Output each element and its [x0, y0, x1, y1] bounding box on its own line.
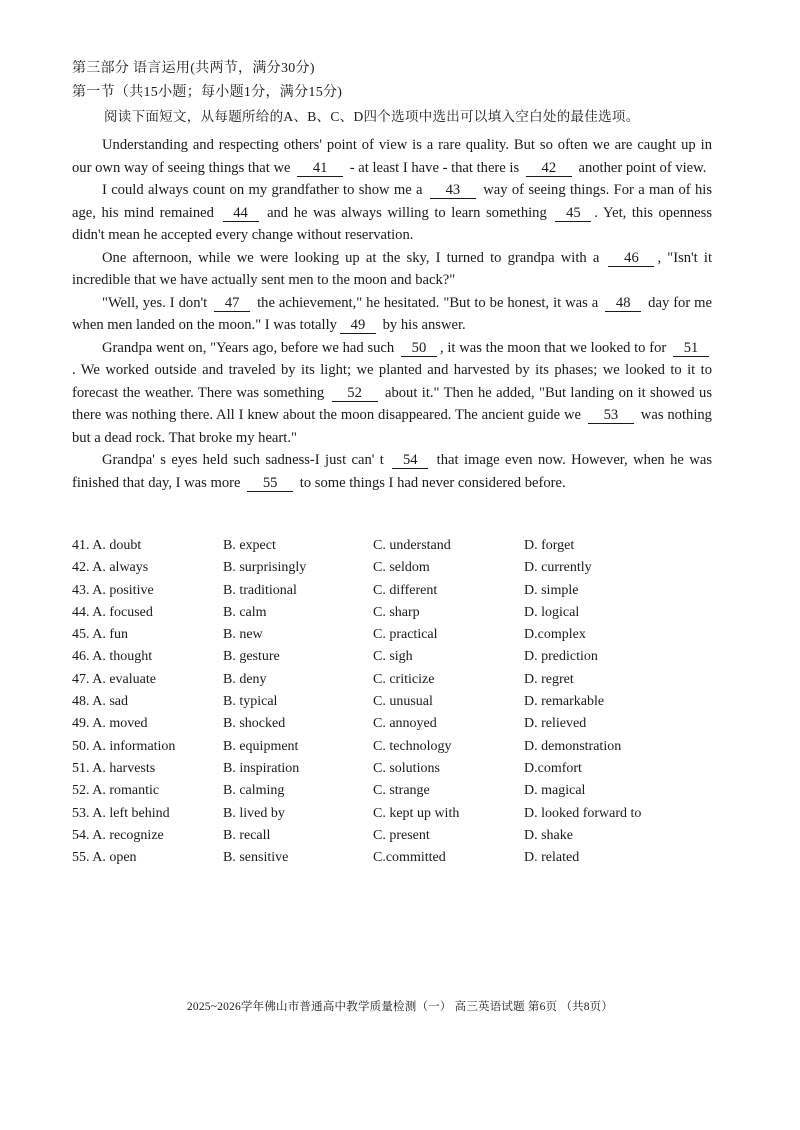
option-row-44	[72, 605, 732, 627]
blank-42: 42	[526, 160, 572, 177]
blank-49: 49	[340, 317, 376, 334]
option-d: D. prediction	[524, 649, 598, 665]
option-row-52	[72, 783, 732, 805]
option-d: D. demonstration	[524, 738, 622, 754]
passage-paragraph	[72, 179, 712, 247]
passage-text: about it." Then he added, "But landing on it showed us there was nothing there. All I knew about the moon disappeared. The ancient guide we	[72, 384, 712, 423]
blank-47: 47	[214, 295, 250, 312]
option-c: C. seldom	[373, 560, 430, 576]
blank-41: 41	[297, 160, 343, 177]
blank-46: 46	[608, 250, 654, 267]
section-subtitle: 第一节（共15小题；每小题1分，满分15分)	[72, 85, 343, 100]
option-row-54	[72, 828, 732, 850]
passage-text: day for me when men landed on the moon." I was totally	[72, 294, 712, 333]
option-b: B. surprisingly	[223, 560, 307, 576]
passage-text: - at least I have - that there is	[349, 159, 520, 176]
passage-text: that image even now. However, when he was finished that day, I was more	[72, 452, 712, 491]
option-b: B. shocked	[223, 716, 286, 732]
option-d: D.complex	[524, 627, 586, 643]
blank-54: 54	[392, 452, 428, 469]
passage-text: . Yet, this openness didn't mean he accepted every change without reservation.	[72, 204, 713, 243]
option-b: B. expect	[223, 538, 276, 553]
blank-50: 50	[401, 340, 437, 357]
option-row-53	[72, 806, 732, 828]
blank-44: 44	[223, 205, 259, 222]
blank-48: 48	[605, 295, 641, 312]
option-b: B. calming	[223, 783, 285, 799]
passage-text: Grandpa went on, "Years ago, before we had such	[102, 339, 395, 356]
option-a: 47. A. evaluate	[72, 671, 156, 687]
option-a: 55. A. open	[72, 850, 137, 866]
option-d: D. forget	[524, 538, 575, 553]
option-row-48	[72, 694, 732, 716]
option-row-49	[72, 716, 732, 738]
cloze-passage	[72, 134, 712, 494]
option-row-50	[72, 739, 732, 761]
option-d: D.comfort	[524, 760, 582, 776]
option-row-47	[72, 672, 732, 694]
option-a: 42. A. always	[72, 560, 149, 576]
blank-45: 45	[555, 205, 591, 222]
passage-text: Understanding and respecting others' point of view is a rare quality. But so often we are caught up in our own way of seeing things that we	[72, 137, 712, 176]
blank-53: 53	[588, 407, 634, 424]
blank-51: 51	[673, 340, 709, 357]
option-a: 44. A. focused	[72, 604, 153, 620]
passage-paragraph	[72, 134, 712, 179]
option-c: C. annoyed	[373, 716, 437, 732]
option-c: C. different	[373, 582, 438, 598]
option-c: C. criticize	[373, 671, 435, 687]
option-b: B. new	[223, 627, 263, 643]
option-a: 43. A. positive	[72, 582, 154, 598]
option-b: B. sensitive	[223, 850, 289, 866]
option-row-55	[72, 850, 732, 872]
option-d: D. magical	[524, 783, 586, 799]
option-a: 49. A. moved	[72, 716, 148, 732]
answer-options	[72, 538, 732, 872]
passage-text: , "Isn't it incredible that we have actually sent men to the moon and back?"	[72, 249, 712, 288]
option-c: C. unusual	[373, 694, 433, 710]
option-c: C. kept up with	[373, 805, 460, 821]
passage-text: I could always count on my grandfather to show me a	[102, 182, 423, 198]
option-c: C. sigh	[373, 649, 413, 665]
option-row-45	[72, 627, 732, 649]
option-b: B. typical	[223, 694, 278, 710]
option-c: C. technology	[373, 738, 452, 754]
option-c: C. practical	[373, 627, 438, 643]
option-d: D. looked forward to	[524, 805, 642, 821]
passage-paragraph	[72, 449, 712, 494]
section-title: 第三部分 语言运用(共两节，满分30分)	[72, 61, 315, 76]
option-a: 48. A. sad	[72, 694, 128, 710]
option-a: 53. A. left behind	[72, 805, 170, 821]
option-b: B. recall	[223, 827, 271, 843]
option-c: C. strange	[373, 783, 430, 799]
instructions: 阅读下面短文，从每题所给的A、B、C、D四个选项中选出可以填入空白处的最佳选项。	[104, 109, 640, 124]
option-b: B. lived by	[223, 805, 285, 821]
passage-paragraph	[72, 247, 712, 292]
option-d: D. relieved	[524, 716, 587, 732]
option-row-51	[72, 761, 732, 783]
option-c: C. present	[373, 827, 430, 843]
option-a: 54. A. recognize	[72, 827, 164, 843]
option-a: 50. A. information	[72, 738, 176, 754]
passage-text: "Well, yes. I don't	[102, 294, 208, 311]
option-d: D. logical	[524, 604, 580, 620]
option-row-42	[72, 560, 732, 582]
passage-text: by his answer.	[382, 317, 466, 333]
passage-text: Grandpa' s eyes held such sadness-I just can' t	[102, 452, 384, 468]
blank-52: 52	[332, 385, 378, 402]
page-footer: 2025~2026学年佛山市普通高中教学质量检测（一） 高三英语试题 第6页 （共8页）	[186, 1001, 614, 1013]
passage-paragraph	[72, 337, 712, 450]
option-d: D. regret	[524, 671, 574, 687]
option-d: D. shake	[524, 827, 573, 843]
option-b: B. deny	[223, 671, 267, 687]
blank-43: 43	[430, 182, 476, 199]
passage-text: to some things I had never considered before.	[299, 474, 566, 491]
option-b: B. traditional	[223, 582, 297, 598]
option-row-41	[72, 538, 732, 560]
option-a: 51. A. harvests	[72, 760, 156, 776]
option-d: D. currently	[524, 560, 592, 576]
passage-text: , it was the moon that we looked to for	[439, 339, 667, 356]
passage-text: was nothing but a dead rock. That broke my heart."	[72, 407, 712, 446]
option-a: 52. A. romantic	[72, 783, 160, 799]
option-b: B. calm	[223, 604, 267, 620]
option-c: C. solutions	[373, 760, 440, 776]
option-a: 41. A. doubt	[72, 538, 142, 553]
option-d: D. related	[524, 850, 580, 866]
blank-55: 55	[247, 475, 293, 492]
option-row-43	[72, 583, 732, 605]
passage-text: and he was always willing to learn something	[267, 204, 547, 221]
option-b: B. gesture	[223, 649, 280, 665]
option-c: C. sharp	[373, 604, 420, 620]
option-d: D. simple	[524, 582, 579, 598]
option-b: B. equipment	[223, 738, 299, 754]
option-a: 46. A. thought	[72, 649, 153, 665]
exam-page	[72, 58, 712, 494]
passage-text: another point of view.	[578, 159, 707, 176]
option-row-46	[72, 649, 732, 671]
passage-paragraph	[72, 292, 712, 337]
passage-text: way of seeing things. For a man of his age, his mind remained	[72, 182, 712, 221]
option-a: 45. A. fun	[72, 627, 128, 643]
passage-text: . We worked outside and traveled by its light; we planted and harvested by its phases; we looked to it to forecast the weather. There was something	[72, 362, 712, 401]
passage-text: One afternoon, while we were looking up at the sky, I turned to grandpa with a	[102, 249, 600, 266]
option-b: B. inspiration	[223, 760, 300, 776]
option-d: D. remarkable	[524, 694, 605, 710]
option-c: C.committed	[373, 850, 446, 866]
option-c: C. understand	[373, 538, 451, 553]
passage-text: the achievement," he hesitated. "But to be honest, it was a	[257, 294, 599, 311]
